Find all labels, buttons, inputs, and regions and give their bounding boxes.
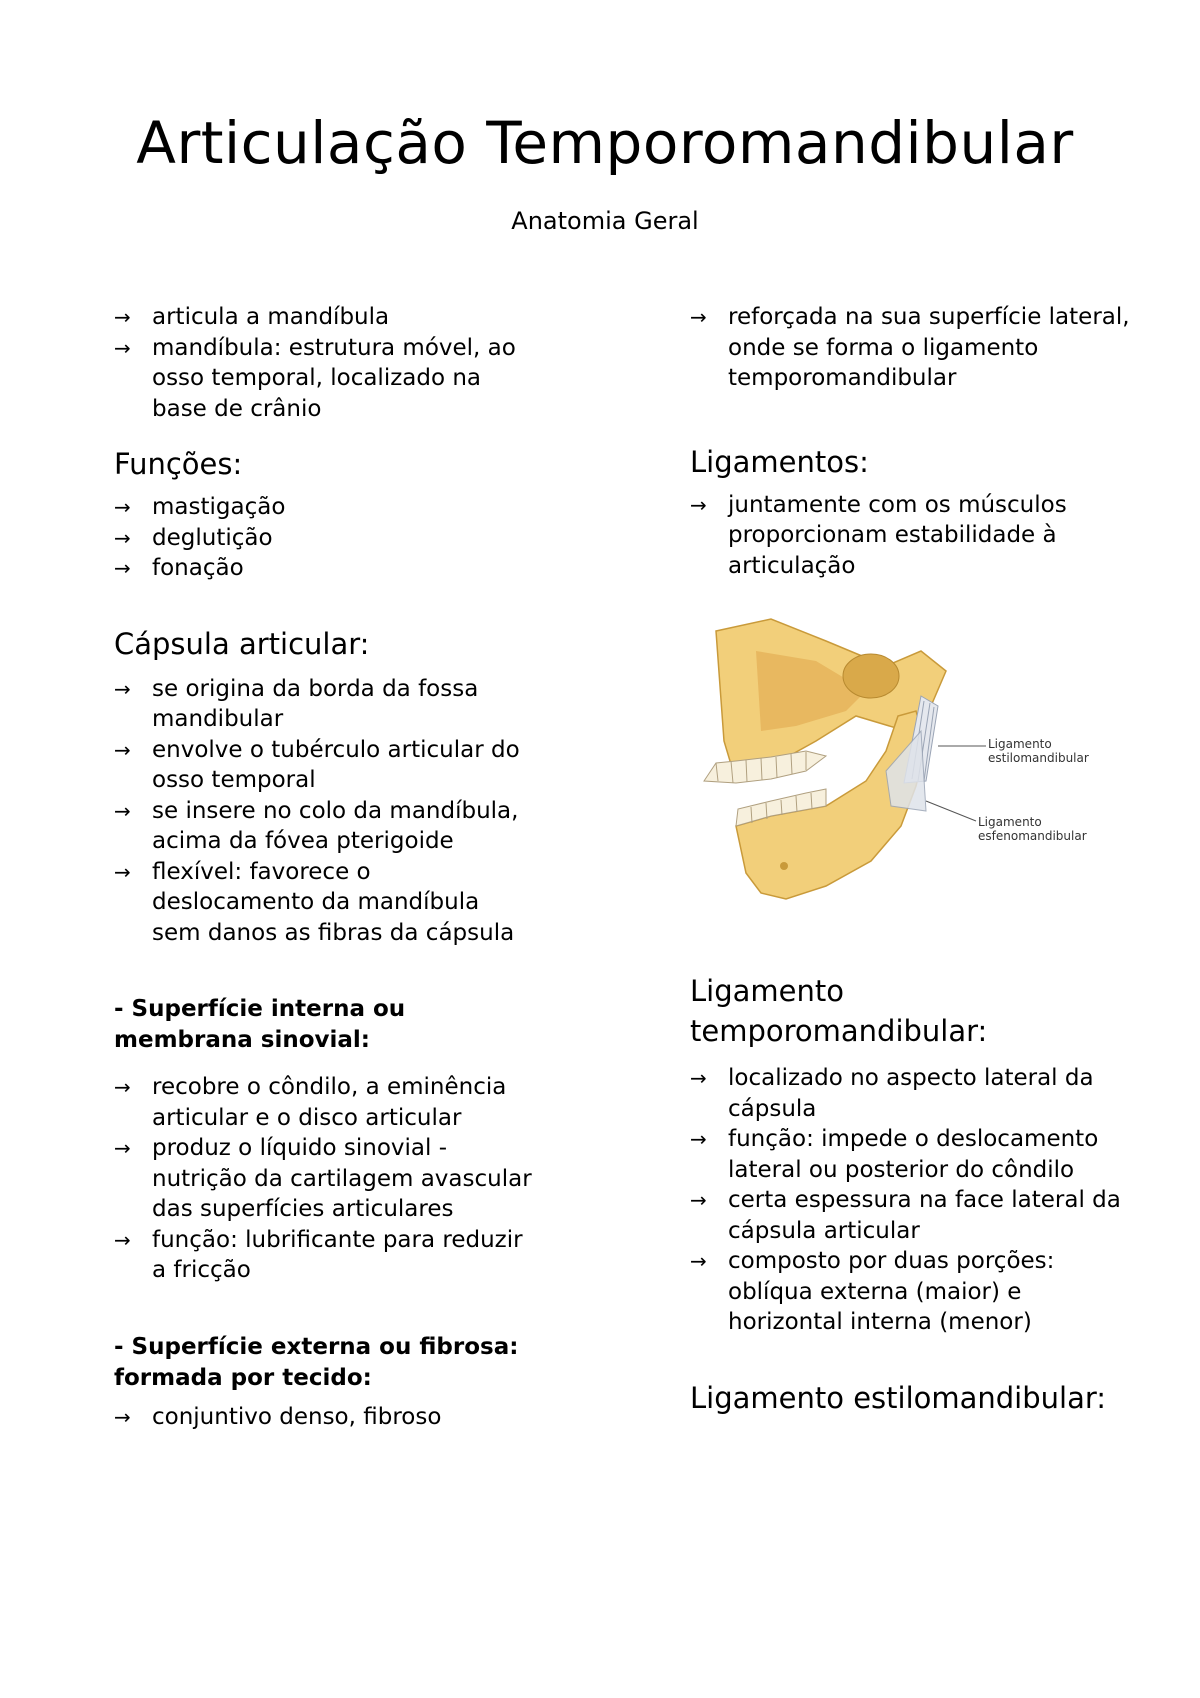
list-item: → função: lubrificante para reduzir a fricção <box>114 1225 534 1286</box>
externa-list <box>114 1402 534 1433</box>
externa-heading: - Superfície externa ou fibrosa: formada por tecido: <box>114 1333 519 1391</box>
temporo-heading: Ligamento temporomandibular: <box>690 974 988 1048</box>
list-item: → composto por duas porções: oblíqua externa (maior) e horizontal interna (menor) <box>690 1246 1130 1338</box>
interna-heading: - Superfície interna ou membrana sinovial: <box>114 996 406 1053</box>
list-item: → mastigação <box>114 492 534 523</box>
list-item: → mandíbula: estrutura móvel, ao osso temporal, localizado na base de crânio <box>114 333 534 425</box>
capsula-list <box>114 674 534 949</box>
right-column <box>690 302 1130 1418</box>
estilo-heading: Ligamento estilomandibular: <box>690 1380 1107 1415</box>
intro-list <box>114 302 534 424</box>
list-item: → função: impede o deslocamento lateral ou posterior do côndilo <box>690 1124 1130 1185</box>
funcoes-list <box>114 492 534 584</box>
list-item: → fonação <box>114 553 534 584</box>
ligamentos-heading: Ligamentos: <box>690 444 869 479</box>
right-intro-list <box>690 302 1130 394</box>
list-item: → flexível: favorece o deslocamento da mandíbula sem danos as fibras da cápsula <box>114 857 534 949</box>
left-column <box>114 302 534 1432</box>
list-item: → produz o líquido sinovial - nutrição da cartilagem avascular das superfícies articulares <box>114 1133 534 1225</box>
tmj-ligaments-figure <box>676 611 1116 941</box>
capsula-heading: Cápsula articular: <box>114 626 370 661</box>
funcoes-heading: Funções: <box>114 447 243 481</box>
skull-mandible-illustration <box>676 611 1116 941</box>
page-subtitle: Anatomia Geral <box>511 207 699 235</box>
list-item: → recobre o côndilo, a eminência articular e o disco articular <box>114 1072 534 1133</box>
list-item: → localizado no aspecto lateral da cápsula <box>690 1063 1130 1124</box>
ligamentos-list <box>690 490 1130 582</box>
list-item: → articula a mandíbula <box>114 302 534 333</box>
page-title: Articulação Temporomandibular <box>136 109 1074 177</box>
list-item: → certa espessura na face lateral da cápsula articular <box>690 1185 1130 1246</box>
list-item: → se insere no colo da mandíbula, acima da fóvea pterigoide <box>114 796 534 857</box>
list-item: → conjuntivo denso, fibroso <box>114 1402 534 1433</box>
list-item: → se origina da borda da fossa mandibular <box>114 674 534 735</box>
list-item: → juntamente com os músculos proporcionam estabilidade à articulação <box>690 490 1130 582</box>
temporo-list <box>690 1063 1130 1338</box>
list-item: → envolve o tubérculo articular do osso temporal <box>114 735 534 796</box>
interna-list <box>114 1072 534 1286</box>
figure-label-esfenomandibular: Ligamento esfenomandibular <box>978 815 1087 843</box>
figure-label-estilomandibular: Ligamento estilomandibular <box>988 737 1089 765</box>
list-item: → reforçada na sua superfície lateral, onde se forma o ligamento temporomandibular <box>690 302 1130 394</box>
list-item: → deglutição <box>114 523 534 554</box>
